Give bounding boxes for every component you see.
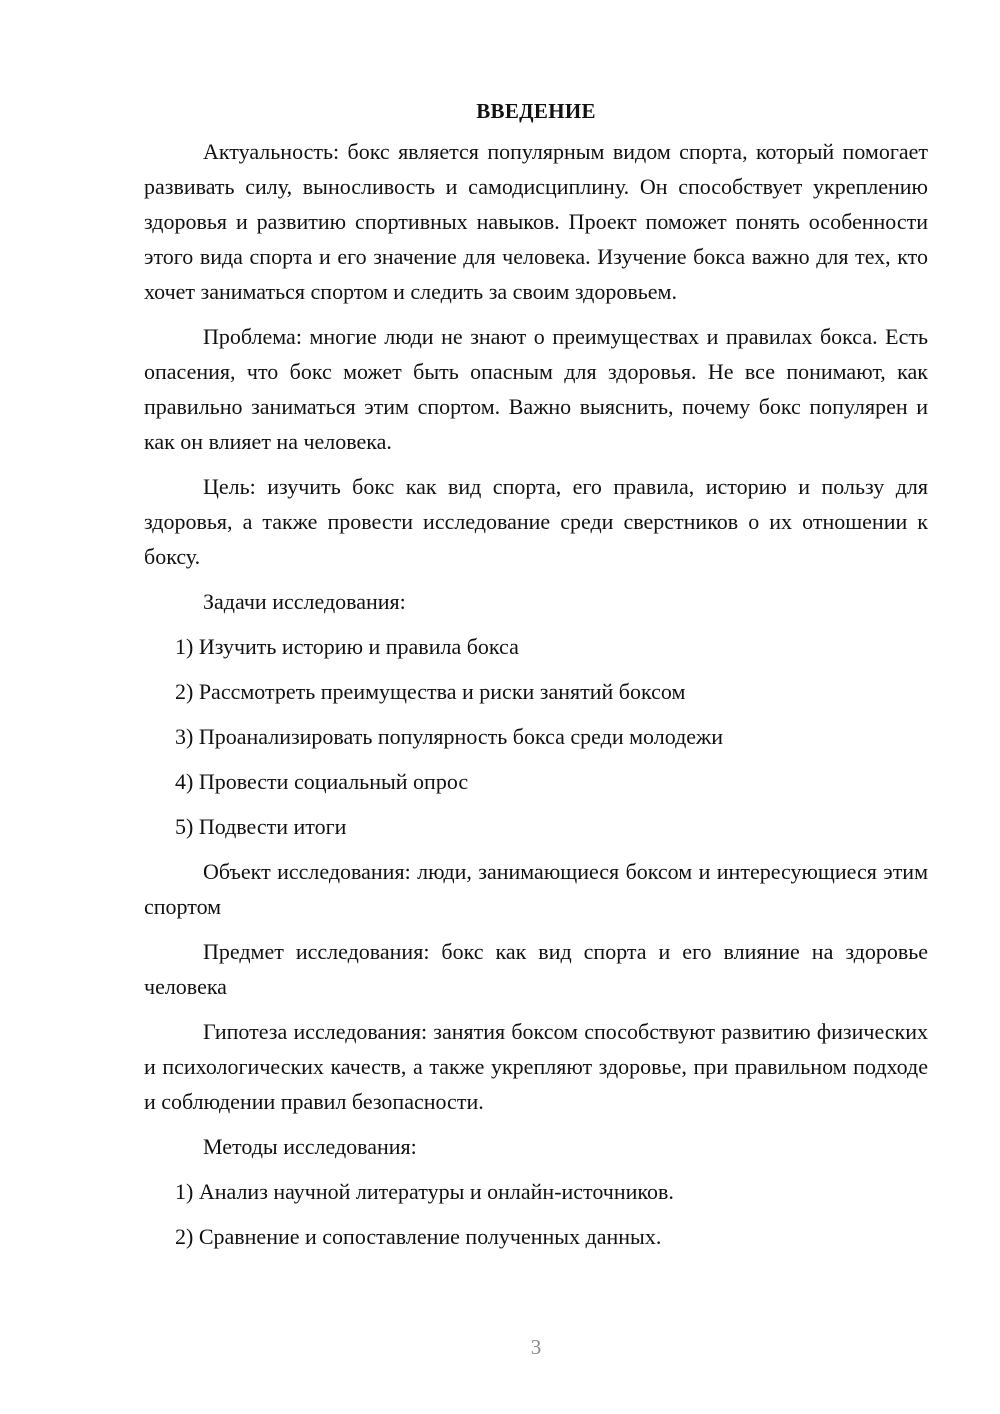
hypothesis-paragraph: Гипотеза исследования: занятия боксом способствуют развитию физических и психологических качеств, а также укрепляют здоровье, при правильном подходе и соблюдении правил безопасности.: [144, 1019, 928, 1114]
list-item: 1) Изучить историю и правила бокса: [175, 634, 519, 659]
tasks-list: [144, 629, 928, 844]
tasks-heading: Задачи исследования:: [203, 589, 406, 614]
methods-heading: Методы исследования:: [203, 1134, 417, 1159]
methods-list: [144, 1174, 928, 1254]
page-content: [144, 96, 928, 1264]
list-item: 4) Провести социальный опрос: [175, 769, 469, 794]
section-heading: ВВЕДЕНИЕ: [476, 99, 596, 123]
list-item: 1) Анализ научной литературы и онлайн-источников.: [175, 1179, 674, 1204]
list-item: 2) Рассмотреть преимущества и риски занятий боксом: [175, 679, 686, 704]
list-item: 3) Проанализировать популярность бокса среди молодежи: [175, 724, 724, 749]
relevance-paragraph: Актуальность: бокс является популярным видом спорта, который помогает развивать силу, выносливость и самодисциплину. Он способствует укреплению здоровья и развитию спортивных навыков. Проект поможет понять особенности этого вида спорта и его значение для человека. Изучение бокса важно для тех, кто хочет заниматься спортом и следить за своим здоровьем.: [144, 139, 928, 304]
subject-paragraph: Предмет исследования: бокс как вид спорта и его влияние на здоровье человека: [144, 939, 928, 999]
object-paragraph: Объект исследования: люди, занимающиеся боксом и интересующиеся этим спортом: [144, 859, 928, 919]
list-item: 5) Подвести итоги: [175, 814, 347, 839]
goal-paragraph: Цель: изучить бокс как вид спорта, его правила, историю и пользу для здоровья, а также провести исследование среди сверстников о их отношении к боксу.: [144, 474, 928, 569]
list-item: 2) Сравнение и сопоставление полученных данных.: [175, 1224, 662, 1249]
page-number: 3: [530, 1335, 542, 1359]
problem-paragraph: Проблема: многие люди не знают о преимуществах и правилах бокса. Есть опасения, что бокс может быть опасным для здоровья. Не все понимают, как правильно заниматься этим спортом. Важно выяснить, почему бокс популярен и как он влияет на человека.: [144, 324, 928, 454]
